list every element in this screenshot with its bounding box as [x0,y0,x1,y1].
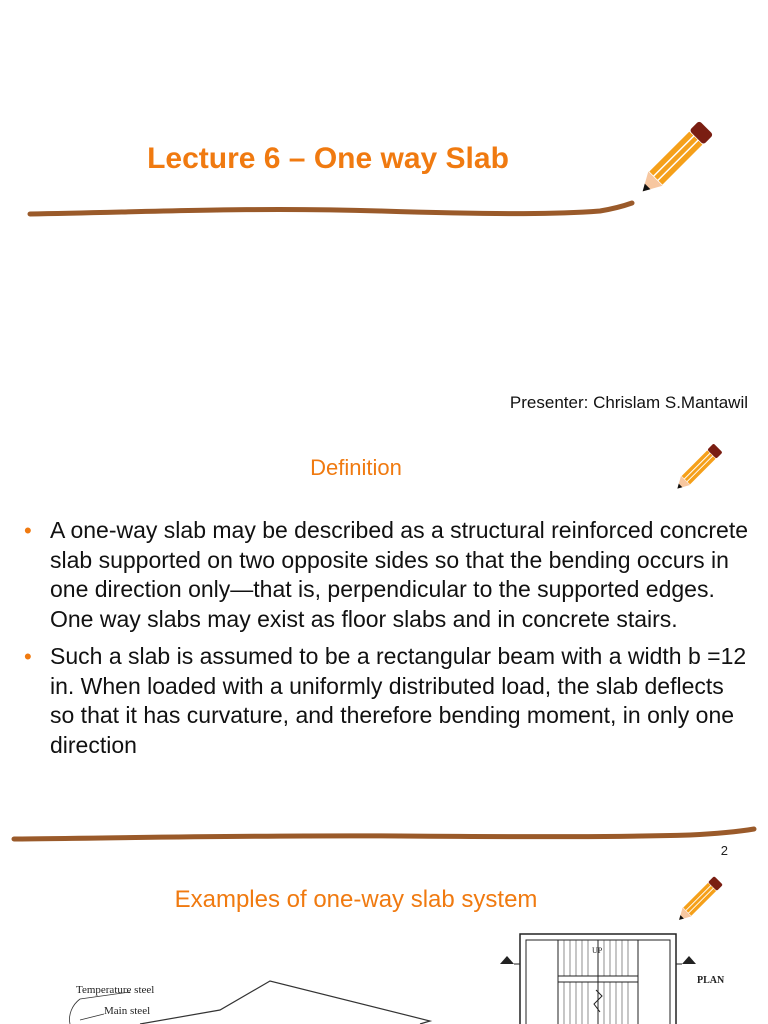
plan-label: PLAN [697,975,725,986]
examples-heading: Examples of one-way slab system [174,886,538,913]
temperature-steel-label: Temperature steel [76,984,155,996]
bullet-text: Such a slab is assumed to be a rectangular beam with a width b =12 in. When loaded with a uniformly distributed load, the slab deflects so that it has curvature, and therefore bending moment, in only one direction [50,643,747,758]
presenter-name: Presenter: Chrislam S.Mantawil [509,393,748,412]
up-label: UP [592,946,603,955]
slab-figure [40,975,440,1024]
bullet-item [22,516,752,634]
pencil-icon [668,435,732,497]
bullet-text: A one-way slab may be described as a structural reinforced concrete slab supported on two opposite sides so that the bending occurs in one direction only—that is, perpendicular to the supported edges. One way slabs may exist as floor slabs and in concrete stairs. [50,517,749,632]
bullet-item [22,642,752,760]
bullet-marker: • [24,518,32,543]
definition-heading: Definition [310,455,402,480]
pencil-icon [670,868,732,928]
page-number: 2 [720,843,728,858]
definition-bullets [22,516,752,768]
bullet-marker: • [24,644,32,669]
definition-divider [0,820,768,850]
stair-plan-figure [496,930,696,1024]
pencil-icon [628,108,728,204]
main-steel-label: Main steel [104,1005,151,1017]
slide-title: Lecture 6 – One way Slab [147,142,509,175]
